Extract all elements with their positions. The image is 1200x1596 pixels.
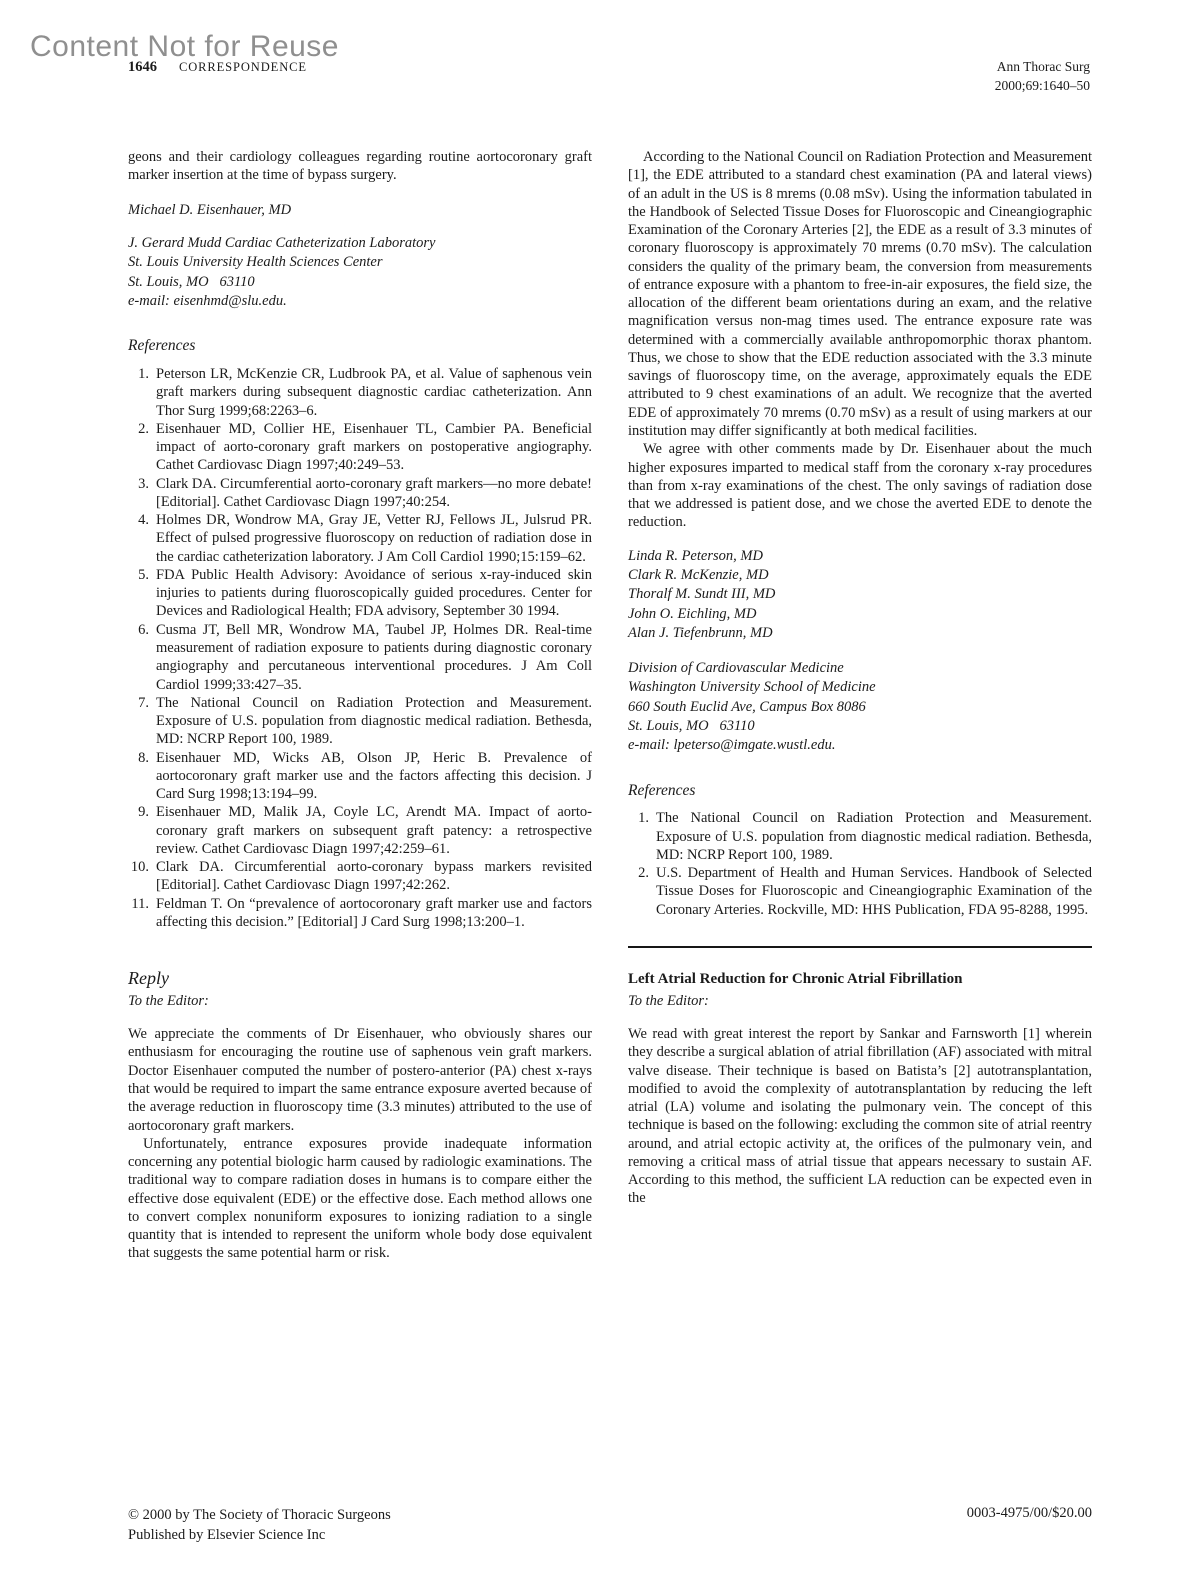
signature-affiliation bbox=[628, 659, 1092, 756]
author-name: Michael D. Eisenhauer, MD bbox=[128, 201, 292, 218]
affiliation-line: St. Louis, MO 63110 bbox=[128, 273, 255, 290]
copyright-block bbox=[128, 1505, 391, 1546]
copyright-line: © 2000 by The Society of Thoracic Surgeons bbox=[128, 1507, 391, 1523]
letter-title: Left Atrial Reduction for Chronic Atrial Fibrillation bbox=[628, 970, 963, 987]
signature-block bbox=[628, 547, 1092, 644]
reuse-watermark: Content Not for Reuse bbox=[30, 30, 339, 63]
reference-item: Eisenhauer MD, Collier HE, Eisenhauer TL, Cambier PA. Beneficial impact of aorto-coronary graft markers on postoperative angiography. Cathet Cardiovasc Diagn 1997;40:249–53. bbox=[156, 420, 592, 474]
section-divider bbox=[628, 946, 1092, 948]
email-line: e-mail: eisenhmd@slu.edu. bbox=[128, 293, 287, 310]
journal-name: Ann Thorac Surg bbox=[996, 59, 1090, 74]
references-heading: References bbox=[128, 337, 196, 355]
affiliation-line: St. Louis University Health Sciences Center bbox=[128, 254, 383, 271]
signature-line: John O. Eichling, MD bbox=[628, 605, 757, 622]
reference-item: Holmes DR, Wondrow MA, Gray JE, Vetter RJ, Fellows JL, Julsrud PR. Effect of pulsed progressive fluoroscopy on reduction of radiation dose in the cardiac catheterization laboratory. J Am Coll Cardiol 1990;15:159–62. bbox=[156, 512, 592, 565]
journal-citation: 2000;69:1640–50 bbox=[994, 77, 1090, 93]
right-column bbox=[628, 148, 1092, 1263]
reference-item: U.S. Department of Health and Human Services. Handbook of Selected Tissue Doses for Fluoroscopic and Cineangiographic Examination of the Coronary Arteries. Rockville, MD: HHS Publication, FDA 95-8288, 1995. bbox=[656, 865, 1092, 918]
reference-item: Clark DA. Circumferential aorto-coronary bypass markers revisited [Editorial]. Cathet Cardiovasc Diagn 1997;42:262. bbox=[156, 859, 592, 894]
two-column-body bbox=[128, 148, 1092, 1263]
affiliation-line: J. Gerard Mudd Cardiac Catheterization Laboratory bbox=[128, 234, 436, 251]
section-title: CORRESPONDENCE bbox=[179, 60, 307, 74]
references-list bbox=[628, 809, 1092, 919]
affiliation-line: 660 South Euclid Ave, Campus Box 8086 bbox=[628, 698, 866, 715]
left-column bbox=[128, 148, 592, 1263]
signature-line: Alan J. Tiefenbrunn, MD bbox=[628, 625, 773, 642]
reference-item: Cusma JT, Bell MR, Wondrow MA, Taubel JP, Holmes DR. Real-time measurement of radiation exposure to patients during diagnostic coronary angiography and percutaneous interventional procedures. J Am Coll Cardiol 1999;33:427–35. bbox=[156, 621, 592, 693]
issn-price: 0003-4975/00/$20.00 bbox=[966, 1505, 1092, 1521]
page-footer bbox=[128, 1505, 1092, 1546]
affiliation-line: Division of Cardiovascular Medicine bbox=[628, 659, 844, 676]
email-line: e-mail: lpeterso@imgate.wustl.edu. bbox=[628, 737, 836, 754]
reply-salutation: To the Editor: bbox=[128, 992, 209, 1009]
reference-item: Feldman T. On “prevalence of aortocoronary graft marker use and factors affecting this decision.” [Editorial] J Card Surg 1998;13:200–1. bbox=[156, 895, 592, 930]
letter-paragraph: We read with great interest the report by Sankar and Farnsworth [1] wherein they describe a surgical ablation of atrial fibrillation (AF) associated with mitral valve disease. Their technique is based on Batista’s [2] autotransplantation, modified to avoid the complexity of autotransplantation by reducing the left atrial (LA) volume and isolating the pulmonary vein. The concept of this technique is based on the following: excluding the common site of atrial reentry around, and atrial ectopic activity at, the orifices of the pulmonary vein, and removing a critical mass of atrial tissue that appears necessary to sustain AF. According to this method, the sufficient LA reduction can be expected even in the bbox=[628, 1026, 1092, 1207]
reply-paragraph: We appreciate the comments of Dr Eisenhauer, who obviously shares our enthusiasm for encouraging the routine use of saphenous vein graft markers. Doctor Eisenhauer computed the number of postero-anterior (PA) chest x-rays that would be required to impart the same entrance exposure averted because of the average reduction in fluoroscopy time (3.3 minutes) attributed to the use of aortocoronary graft markers. bbox=[128, 1026, 592, 1134]
reply-heading: Reply bbox=[128, 968, 169, 989]
signature-line: Linda R. Peterson, MD bbox=[628, 547, 763, 564]
reference-item: The National Council on Radiation Protection and Measurement. Exposure of U.S. population from diagnostic medical radiation. Bethesda, MD: NCRP Report 100, 1989. bbox=[656, 810, 1092, 863]
letter-salutation: To the Editor: bbox=[628, 992, 709, 1009]
page-number: 1646 bbox=[128, 59, 157, 75]
publisher-line: Published by Elsevier Science Inc bbox=[128, 1527, 326, 1544]
affiliation-line: St. Louis, MO 63110 bbox=[628, 717, 755, 734]
reference-item: Eisenhauer MD, Malik JA, Coyle LC, Arendt MA. Impact of aorto-coronary graft markers on subsequent graft patency: a retrospective review. Cathet Cardiovasc Diagn 1997;42:259–61. bbox=[156, 804, 592, 857]
signature-line: Clark R. McKenzie, MD bbox=[628, 567, 769, 583]
reply-paragraph: Unfortunately, entrance exposures provide inadequate information concerning any potential biologic harm caused by radiologic examinations. The traditional way to compare radiation doses in humans is to compare either the effective dose equivalent (EDE) or the effective dose. Each method allows one to convert complex nonuniform exposures to ionizing radiation to a single quantity that is intended to represent the uniform whole body dose equivalent that suggests the same potential harm or risk. bbox=[128, 1135, 592, 1262]
references-list bbox=[128, 365, 592, 931]
author-affiliation bbox=[128, 234, 592, 312]
reference-item: Eisenhauer MD, Wicks AB, Olson JP, Heric B. Prevalence of aortocoronary graft marker use and the factors affecting this decision. J Card Surg 1998;13:194–99. bbox=[156, 749, 592, 803]
references-heading: References bbox=[628, 781, 696, 799]
continuation-paragraph: geons and their cardiology colleagues regarding routine aortocoronary graft marker insertion at the time of bypass surgery. bbox=[128, 149, 592, 184]
reply-paragraph: We agree with other comments made by Dr. Eisenhauer about the much higher exposures imparted to medical staff from the coronary x-ray procedures than from x-ray examinations of the chest. The only savings of radiation dose that we addressed is patient dose, and we chose the averted EDE to denote the reduction. bbox=[628, 441, 1092, 531]
reference-item: Peterson LR, McKenzie CR, Ludbrook PA, et al. Value of saphenous vein graft markers during subsequent diagnostic cardiac catheterization. Ann Thor Surg 1999;68:2263–6. bbox=[156, 366, 592, 419]
journal-info bbox=[995, 58, 1090, 96]
reference-item: FDA Public Health Advisory: Avoidance of serious x-ray-induced skin injuries to patients during fluoroscopically guided procedures. Center for Devices and Radiological Health; FDA advisory, September 30 1994. bbox=[156, 566, 592, 620]
reference-item: The National Council on Radiation Protection and Measurement. Exposure of U.S. population from diagnostic medical radiation. Bethesda, MD: NCRP Report 100, 1989. bbox=[156, 694, 592, 748]
running-head bbox=[128, 58, 307, 76]
signature-line: Thoralf M. Sundt III, MD bbox=[628, 586, 776, 603]
reference-item: Clark DA. Circumferential aorto-coronary graft markers—no more debate! [Editorial]. Cathet Cardiovasc Diagn 1997;40:254. bbox=[156, 475, 592, 510]
reply-paragraph: According to the National Council on Radiation Protection and Measurement [1], the EDE attributed to a standard chest examination (PA and lateral views) of an adult in the US is 8 mrems (0.08 mSv). Using the information tabulated in the Handbook of Selected Tissue Doses for Fluoroscopic and Cineangiographic Examination of the Coronary Arteries [2], the EDE as a result of 3.3 minutes of coronary fluoroscopy is approximately 70 mrems (0.70 mSv). The calculation considers the quality of the primary beam, the conversion from measurements of entrance exposure with a phantom to free-in-air exposures, the field size, the allocation of the different beam orientations during an exam, and the relative magnification versus non-mag times used. The entrance exposure rate was determined with a commercially available anthropomorphic thorax phantom. Thus, we chose to show that the EDE reduction associated with the 3.3 minute savings of fluoroscopy time, on the average, approximately equals the EDE attributed to 9 chest examinations of an adult. We recognize that the averted EDE of approximately 70 mrems (0.70 mSv) as a result of using markers at our institution may differ significantly at both medical facilities. bbox=[628, 149, 1092, 439]
affiliation-line: Washington University School of Medicine bbox=[628, 679, 876, 696]
